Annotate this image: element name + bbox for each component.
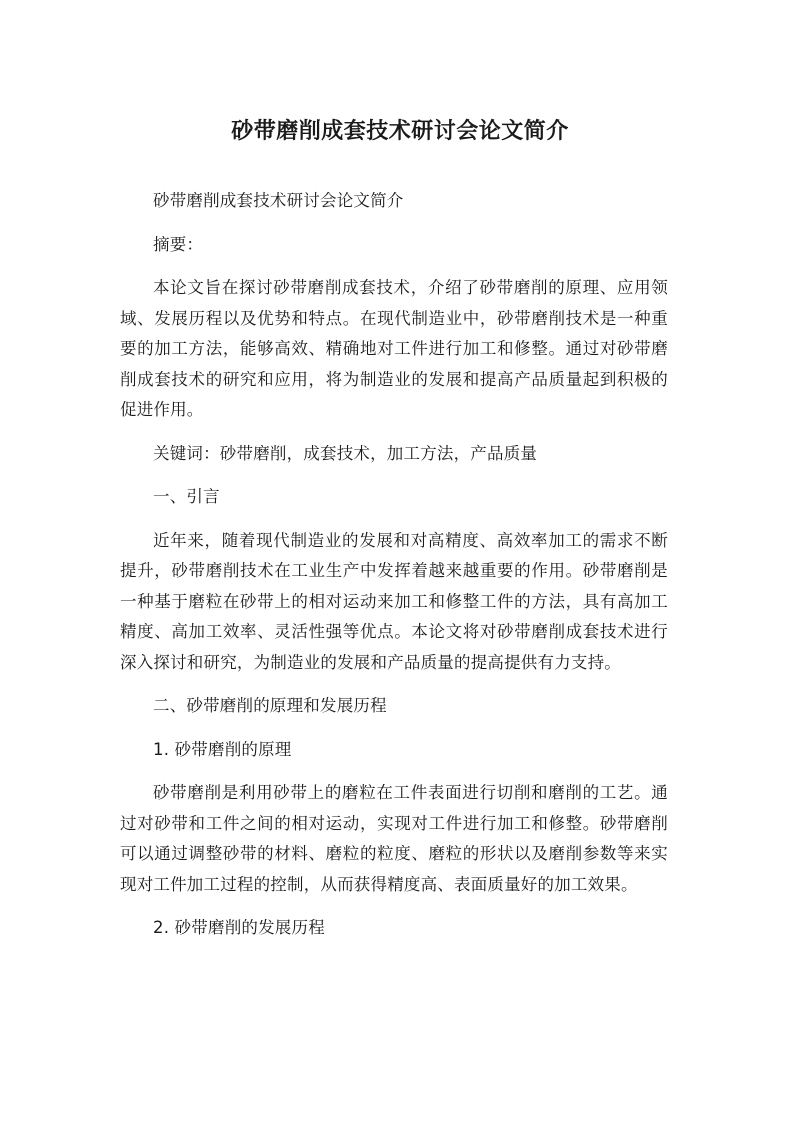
principle-paragraph: 砂带磨削是利用砂带上的磨粒在工件表面进行切削和磨削的工艺。通过对砂带和工件之间的相对运动，实现对工件进行加工和修整。砂带磨削可以通过调整砂带的材料、磨粒的粒度、磨粒的形状以及磨削参数等来实现对工件加工过程的控制，从而获得精度高、表面质量好的加工效果。 (120, 783, 668, 894)
keywords-paragraph: 关键词：砂带磨削，成套技术，加工方法，产品质量 (153, 443, 538, 463)
subsection-heading-history: 2. 砂带磨削的发展历程 (153, 918, 325, 937)
abstract-paragraph: 本论文旨在探讨砂带磨削成套技术，介绍了砂带磨削的原理、应用领域、发展历程以及优势和特点。在现代制造业中，砂带磨削技术是一种重要的加工方法，能够高效、精确地对工件进行加工和修整。通过对砂带磨削成套技术的研究和应用，将为制造业的发展和提高产品质量起到积极的促进作用。 (120, 278, 668, 419)
subsection-heading-principle: 1. 砂带磨削的原理 (153, 739, 292, 759)
abstract-heading: 摘要： (153, 234, 204, 254)
document-title: 砂带磨削成套技术研讨会论文简介 (231, 119, 569, 144)
section-heading-introduction: 一、引言 (153, 487, 220, 506)
introduction-paragraph: 近年来，随着现代制造业的发展和对高精度、高效率加工的需求不断提升，砂带磨削技术在工业生产中发挥着越来越重要的作用。砂带磨削是一种基于磨粒在砂带上的相对运动来加工和修整工件的方法，具有高加工精度、高加工效率、灵活性强等优点。本论文将对砂带磨削成套技术进行深入探讨和研究，为制造业的发展和产品质量的提高提供有力支持。 (120, 530, 668, 672)
document-body (120, 186, 668, 957)
subtitle-paragraph: 砂带磨削成套技术研讨会论文简介 (153, 191, 404, 210)
section-heading-principle-history: 二、砂带磨削的原理和发展历程 (153, 696, 387, 715)
